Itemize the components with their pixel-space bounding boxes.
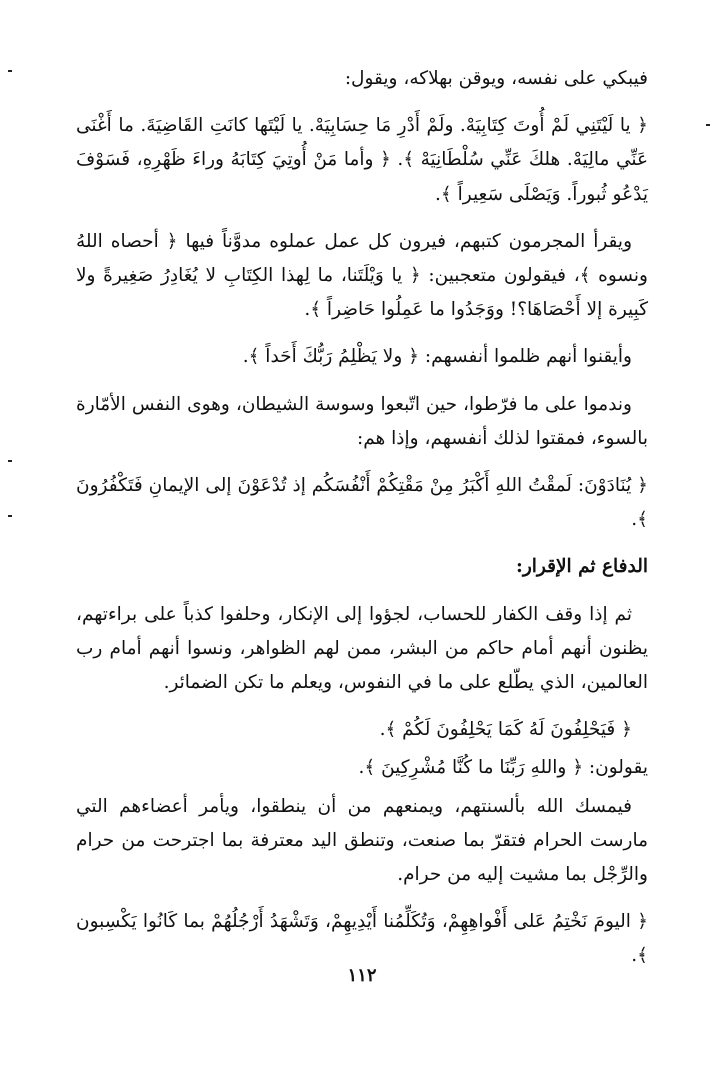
quran-quote: ﴿ فَيَحْلِفُونَ لَهُ كَمَا يَحْلِفُونَ لَكُمْ ﴾. xyxy=(379,719,632,741)
margin-mark xyxy=(706,124,710,126)
margin-mark xyxy=(8,460,12,462)
paragraph: وأيقنوا أنهم ظلموا أنفسهم: ﴿ ولا يَظْلِمُ رَبُّكَ أَحَداً ﴾. xyxy=(242,346,632,368)
margin-mark xyxy=(8,515,12,517)
paragraph: فيمسك الله بألسنتهم، ويمنعهم من أن ينطقوا، ويأمر أعضاءهم التي مارست الحرام فتقرّ بما صنعت، وتنطق اليد معترفة بما اجترحت من حرام والرِّجْل بما مشيت إليه من حرام. xyxy=(76,795,648,886)
margin-mark xyxy=(8,70,12,72)
paragraph: يقولون: ﴿ واللهِ رَبِّنَا ما كُنَّا مُشْرِكِينَ ﴾. xyxy=(358,757,648,779)
paragraph: فيبكي على نفسه، ويوقن بهلاكه، ويقول: xyxy=(344,68,648,89)
page-number: ١١٢ xyxy=(347,965,377,986)
paragraph: وندموا على ما فرّطوا، حين اتّبعوا وسوسة الشيطان، وهوى النفس الأمّارة بالسوء، فمقتوا لذلك أنفسهم، وإذا هم: xyxy=(76,393,648,449)
quran-quote: ﴿ يُنَادَوْنَ: لَمقْتُ اللهِ أَكْبَرُ مِنْ مَقْتِكُمْ أَنْفُسَكُم إذ تُدْعَوْنَ إلى الإيمانِ فَتَكْفُرُونَ ﴾. xyxy=(76,475,648,531)
quran-quote: ﴿ يا لَيْتَنِي لَمْ أُوتَ كِتَابِيَهْ. ولَمْ أَدْرِ مَا حِسَابِيَهْ. يا لَيْتَها كانَتِ القَاضِيَةَ. ما أَغْنَى عَنِّي مالِيَهْ. هلكَ عَنِّي سُلْطَانِيَهْ ﴾. ﴿ وأما مَنْ أُوتِيَ كِتَابَهُ وراءَ ظَهْرِهِ، فَسَوْفَ يَدْعُو ثُبوراً. وَيَصْلَى سَعِيراً ﴾. xyxy=(76,115,648,205)
page-body xyxy=(76,62,648,987)
paragraph: ثم إذا وقف الكفار للحساب، لجؤوا إلى الإنكار، وحلفوا كذباً على براءتهم، يظنون أنهم أمام حاكم من البشر، ممن لهم الظواهر، ونسوا أنهم أمام رب العالمين، الذي يطّلع على ما في النفوس، ويعلم ما تكن الضمائر. xyxy=(76,603,648,694)
paragraph: ويقرأ المجرمون كتبهم، فيرون كل عمل عملوه مدوَّناً فيها ﴿ أحصاه اللهُ ونسوه ﴾، فيقولون متعجبين: ﴿ يا وَيْلَتَنا، ما لِهذا الكِتَابِ لا يُغَادِرُ صَغِيرةً ولا كَبِيرة إلا أَحْصَاهَا؟! ووَجَدُوا ما عَمِلُوا حَاضِراً ﴾. xyxy=(76,230,648,321)
section-heading: الدفاع ثم الإقرار: xyxy=(516,556,648,578)
quran-quote: ﴿ اليومَ نَخْتِمُ عَلى أَفْواهِهِمْ، وَتُكَلِّمُنا أَيْدِيهِمْ، وَتَشْهَدُ أَرْجُلُهُمْ بما كَانُوا يَكْسِبون ﴾. xyxy=(76,911,648,967)
